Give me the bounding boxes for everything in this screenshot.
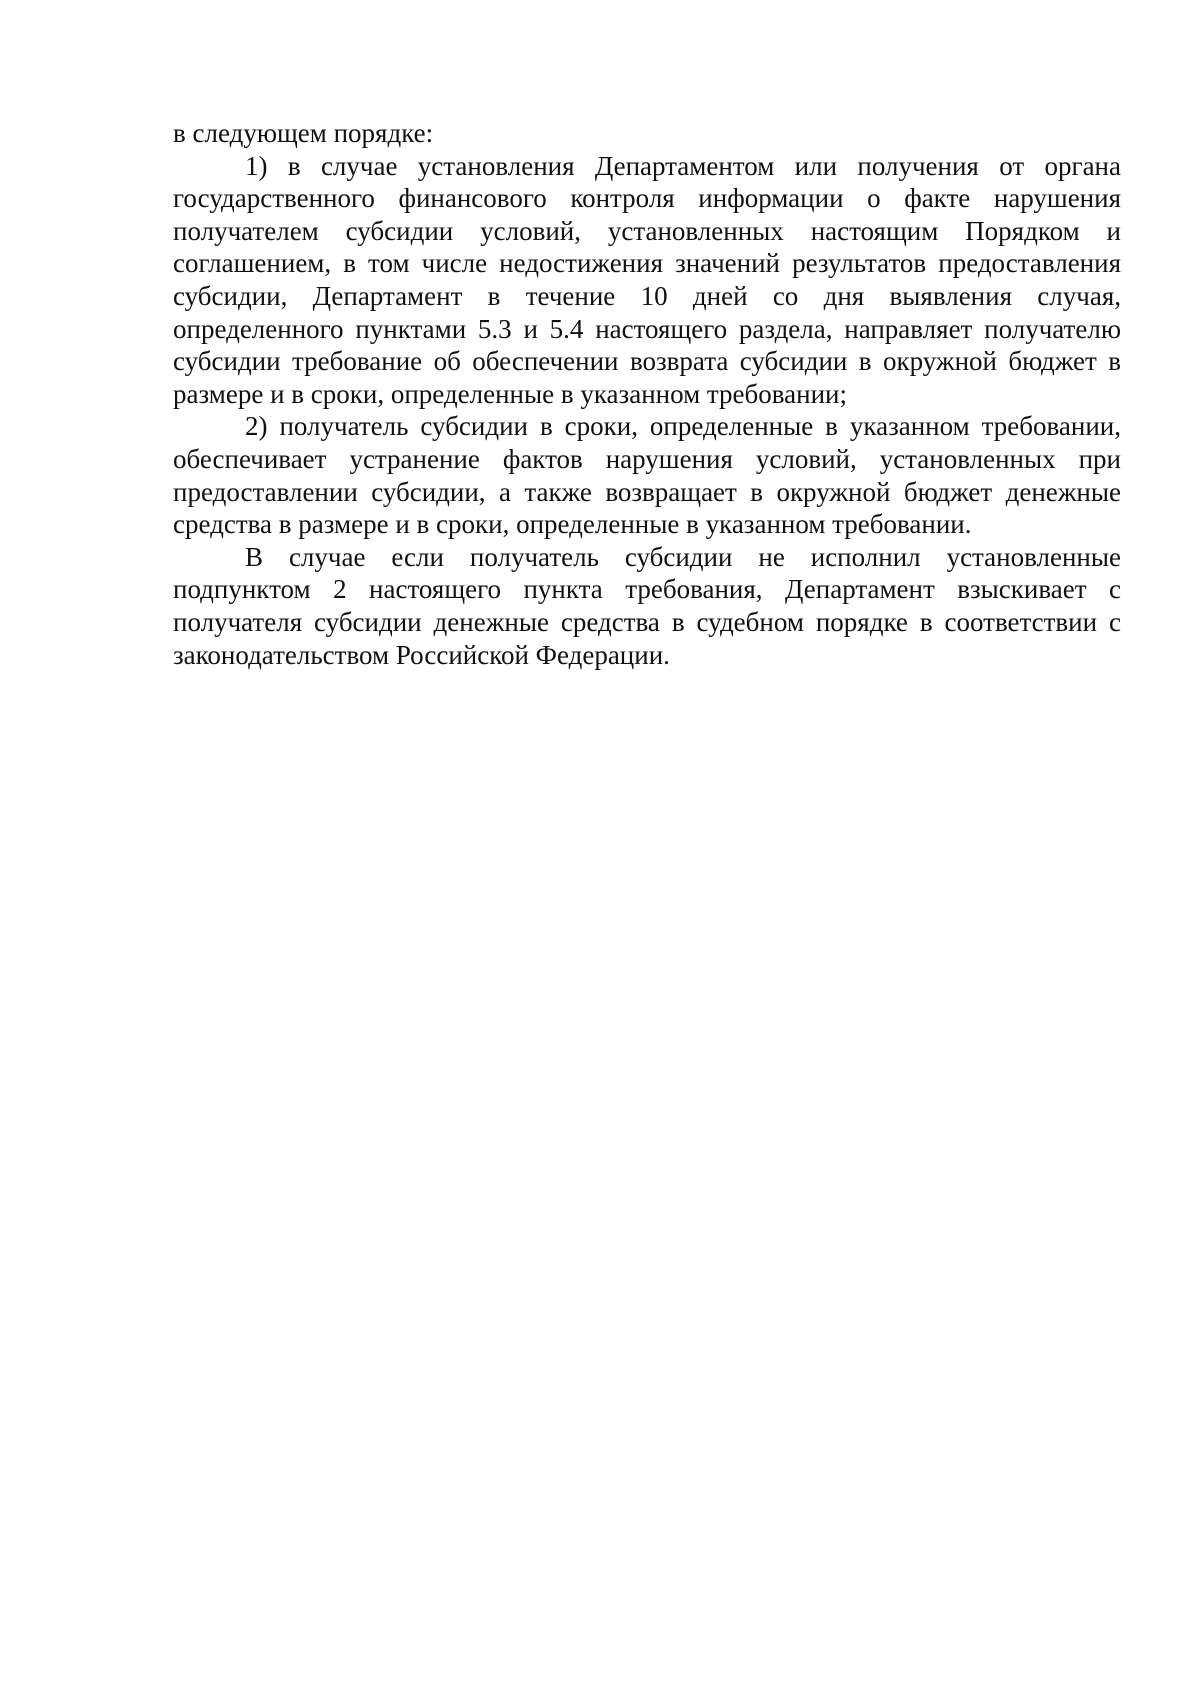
paragraph-closing: В случае если получатель субсидии не исполнил установленные подпунктом 2 настоящего пункта требования, Департамент взыскивает с получателя субсидии денежные средства в судебном порядке в соответствии с законодательством Российской Федерации. [173,541,1121,670]
document-page [173,117,1121,671]
paragraph-item-1: 1) в случае установления Департаментом или получения от органа государственного финансового контроля информации о факте нарушения получателем субсидии условий, установленных настоящим Порядком и соглашением, в том числе недостижения значений результатов предоставления субсидии, Департамент в течение 10 дней со дня выявления случая, определенного пунктами 5.3 и 5.4 настоящего раздела, направляет получателю субсидии требование об обеспечении возврата субсидии в окружной бюджет в размере и в сроки, определенные в указанном требовании; [173,150,1121,409]
paragraph-intro: в следующем порядке: [173,118,434,148]
paragraph-item-2: 2) получатель субсидии в сроки, определенные в указанном требовании, обеспечивает устранение фактов нарушения условий, установленных при предоставлении субсидии, а также возвращает в окружной бюджет денежные средства в размере и в сроки, определенные в указанном требовании. [173,411,1121,540]
